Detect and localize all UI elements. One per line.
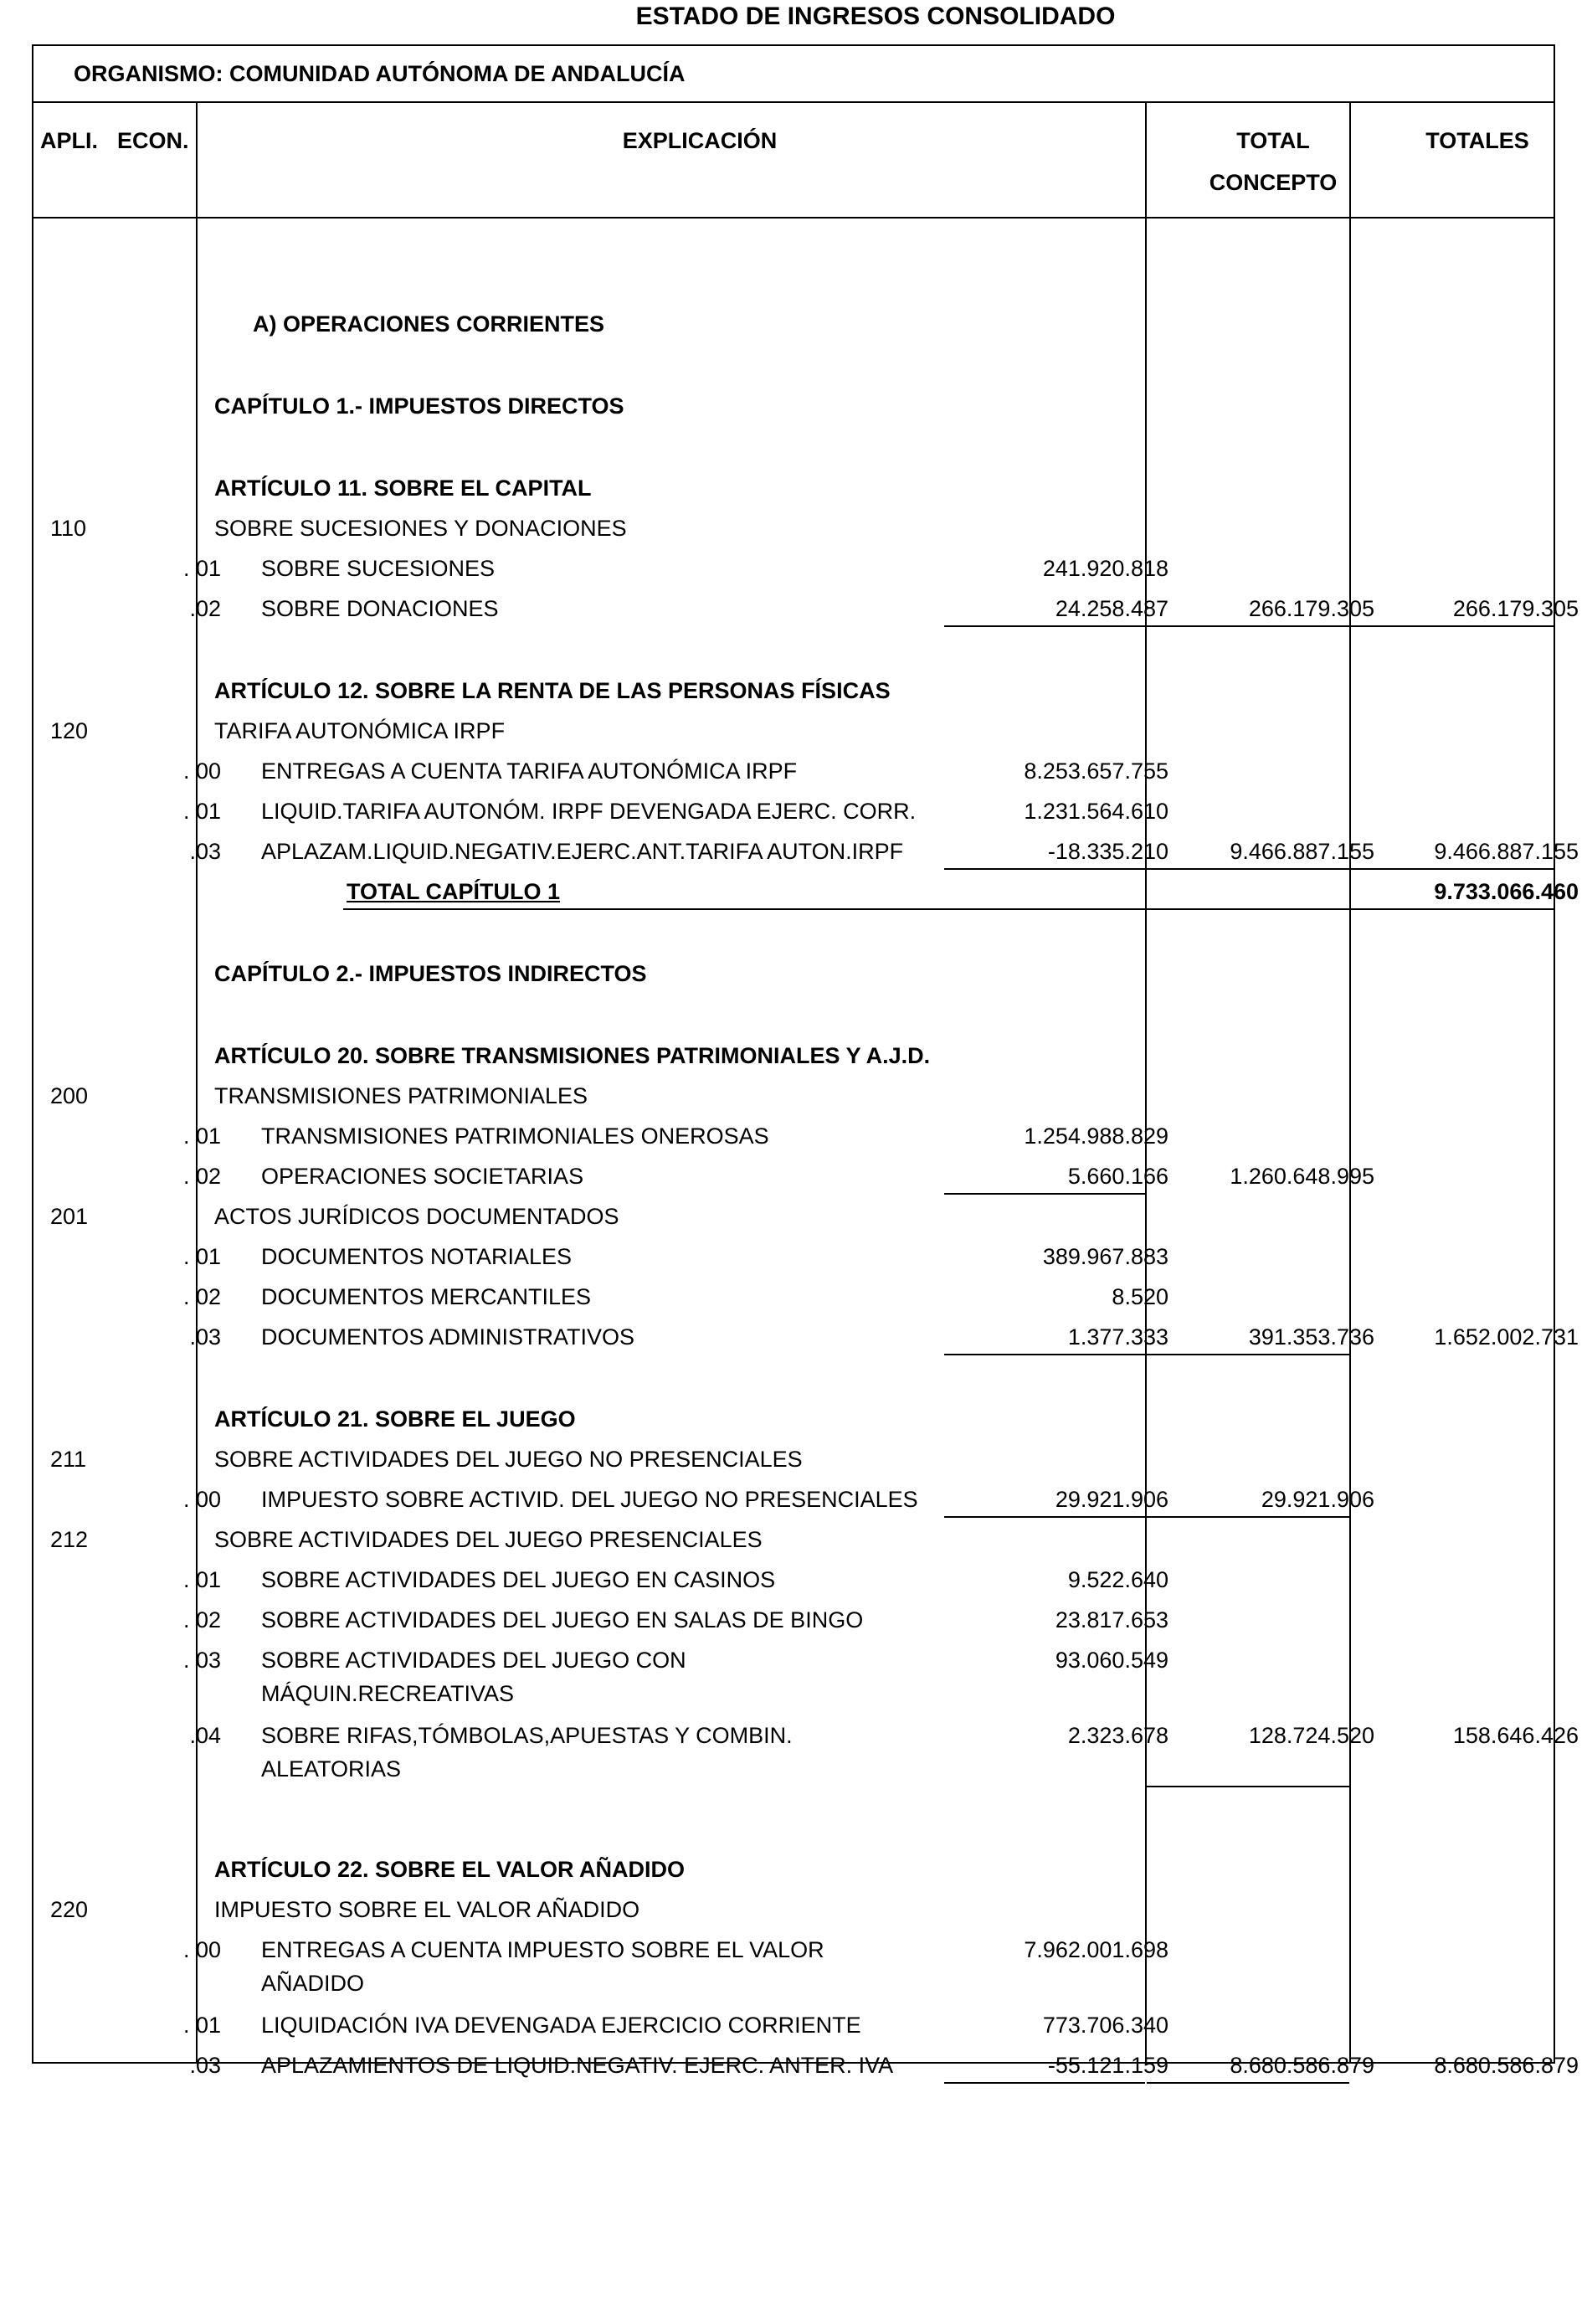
apli-code: 110 — [50, 516, 87, 541]
econ-code: .04 — [189, 1723, 221, 1748]
sum-underline — [1147, 1516, 1349, 1518]
apli-code: 120 — [50, 718, 89, 743]
row-description: SOBRE ACTIVIDADES DEL JUEGO CON — [261, 1648, 686, 1673]
totales-value: 8.680.586.879 — [1434, 2053, 1579, 2078]
amount-value: 389.967.883 — [1042, 1244, 1168, 1269]
sum-underline — [944, 2082, 1145, 2084]
table-row — [33, 1277, 1554, 1317]
amount-value: 1.377.333 — [1067, 1324, 1168, 1350]
table-row — [33, 1715, 1579, 1782]
row-description: TRANSMISIONES PATRIMONIALES ONEROSAS — [261, 1123, 769, 1149]
amount-value: 8.253.657.755 — [1024, 758, 1168, 784]
row-description: SOBRE SUCESIONES Y DONACIONES — [214, 516, 627, 541]
row-description-continued: MÁQUIN.RECREATIVAS — [261, 1681, 515, 1706]
table-row — [33, 1849, 1554, 1890]
sum-underline — [1147, 868, 1349, 870]
total-concepto-value: 266.179.305 — [1248, 596, 1374, 621]
apli-code: 211 — [50, 1447, 87, 1472]
econ-code: .02 — [189, 596, 221, 621]
page-title: ESTADO DE INGRESOS CONSOLIDADO — [635, 3, 1116, 30]
table-row — [33, 508, 1554, 548]
row-description: APLAZAMIENTOS DE LIQUID.NEGATIV. EJERC. ANTER. IVA — [261, 2053, 894, 2078]
row-description: IMPUESTO SOBRE ACTIVID. DEL JUEGO NO PRESENCIALES — [261, 1487, 918, 1512]
sum-underline — [1147, 2082, 1349, 2084]
amount-value: 7.962.001.698 — [1024, 1937, 1168, 1962]
econ-code: . 01 — [182, 1567, 221, 1592]
table-row — [33, 1439, 1554, 1479]
sum-underline — [343, 908, 1555, 910]
sum-underline — [1147, 1786, 1349, 1787]
econ-code: .03 — [189, 839, 221, 864]
apli-code: 200 — [50, 1083, 89, 1108]
apli-code: 212 — [50, 1527, 89, 1552]
total-concepto-value: 128.724.520 — [1248, 1723, 1374, 1748]
table-row — [33, 1317, 1579, 1357]
table-row — [33, 751, 1554, 791]
econ-code: . 02 — [182, 1607, 221, 1632]
total-concepto-value: 8.680.586.879 — [1230, 2053, 1374, 2078]
table-row — [33, 1156, 1554, 1196]
econ-code: . 01 — [182, 1244, 221, 1269]
sum-underline — [1351, 868, 1555, 870]
row-description: CAPÍTULO 2.- IMPUESTOS INDIRECTOS — [214, 961, 647, 986]
table-row — [33, 589, 1579, 629]
row-description: SOBRE ACTIVIDADES DEL JUEGO EN SALAS DE BINGO — [261, 1607, 864, 1632]
table-row — [33, 671, 1554, 711]
table-row — [33, 791, 1554, 831]
sum-underline — [1351, 625, 1555, 627]
econ-code: . 03 — [182, 1648, 221, 1673]
econ-code: . 01 — [182, 1123, 221, 1149]
row-description: ARTÍCULO 22. SOBRE EL VALOR AÑADIDO — [214, 1857, 686, 1882]
row-description: OPERACIONES SOCIETARIAS — [261, 1164, 584, 1189]
econ-code: . 02 — [182, 1284, 221, 1309]
econ-code: . 01 — [182, 799, 221, 824]
header-explicacion: EXPLICACIÓN — [622, 128, 778, 153]
amount-value: 29.921.906 — [1055, 1487, 1168, 1512]
table-row — [33, 1600, 1554, 1640]
row-description-continued: AÑADIDO — [261, 1971, 365, 1996]
row-description: LIQUIDACIÓN IVA DEVENGADA EJERCICIO CORRIENTE — [261, 2013, 861, 2038]
sum-underline — [944, 868, 1145, 870]
amount-value: 1.254.988.829 — [1024, 1123, 1168, 1149]
row-description: CAPÍTULO 1.- IMPUESTOS DIRECTOS — [214, 393, 624, 419]
sum-underline — [944, 625, 1145, 627]
row-description: IMPUESTO SOBRE EL VALOR AÑADIDO — [214, 1897, 640, 1922]
row-description: TARIFA AUTONÓMICA IRPF — [214, 718, 506, 743]
amount-value: 24.258.487 — [1055, 596, 1168, 621]
amount-value: 241.920.818 — [1042, 556, 1168, 581]
apli-code: 201 — [50, 1204, 89, 1229]
table-row — [33, 2045, 1579, 2085]
table-row — [33, 468, 1554, 508]
row-description: A) OPERACIONES CORRIENTES — [253, 311, 605, 337]
total-concepto-value: 29.921.906 — [1261, 1487, 1374, 1512]
table-row — [33, 954, 1554, 994]
table-row — [33, 1237, 1554, 1277]
total-concepto-value: 391.353.736 — [1248, 1324, 1374, 1350]
row-description: ARTÍCULO 11. SOBRE EL CAPITAL — [214, 476, 592, 501]
row-description: ACTOS JURÍDICOS DOCUMENTADOS — [214, 1204, 619, 1229]
row-description: DOCUMENTOS ADMINISTRATIVOS — [261, 1324, 635, 1350]
header-total-concepto-1: TOTAL — [1236, 128, 1310, 153]
amount-value: 5.660.166 — [1067, 1164, 1168, 1189]
table-row — [33, 548, 1554, 589]
row-description: SOBRE RIFAS,TÓMBOLAS,APUESTAS Y COMBIN. — [261, 1723, 793, 1748]
table-row — [33, 2005, 1554, 2045]
table-row — [33, 1196, 1554, 1237]
header-total-concepto-2: CONCEPTO — [1209, 170, 1338, 195]
row-description: APLAZAM.LIQUID.NEGATIV.EJERC.ANT.TARIFA AUTON.IRPF — [261, 839, 904, 864]
sum-underline — [944, 1516, 1145, 1518]
amount-value: 93.060.549 — [1055, 1648, 1168, 1673]
table-row — [33, 1640, 1554, 1706]
table-row — [33, 1399, 1554, 1439]
row-description-continued: ALEATORIAS — [261, 1756, 402, 1782]
table-row — [33, 1076, 1554, 1116]
sum-underline — [944, 1193, 1145, 1195]
row-description: ARTÍCULO 12. SOBRE LA RENTA DE LAS PERSONAS FÍSICAS — [214, 678, 891, 703]
totales-value: 266.179.305 — [1452, 596, 1579, 621]
table-row — [33, 1560, 1554, 1600]
econ-code: . 00 — [182, 1937, 221, 1962]
totales-value: 1.652.002.731 — [1434, 1324, 1579, 1350]
econ-code: . 02 — [182, 1164, 221, 1189]
amount-value: -18.335.210 — [1047, 839, 1168, 864]
table-row — [33, 872, 1579, 912]
totales-value: 158.646.426 — [1452, 1723, 1579, 1748]
row-description: SOBRE ACTIVIDADES DEL JUEGO NO PRESENCIALES — [214, 1447, 803, 1472]
total-concepto-value: 9.466.887.155 — [1230, 839, 1374, 864]
amount-value: 9.522.640 — [1067, 1567, 1168, 1592]
row-description: ENTREGAS A CUENTA IMPUESTO SOBRE EL VALOR — [261, 1937, 824, 1962]
table-row — [33, 304, 1554, 344]
totales-value: 9.466.887.155 — [1434, 839, 1579, 864]
table-row — [33, 1036, 1554, 1076]
econ-code: . 00 — [182, 758, 221, 784]
econ-code: . 01 — [182, 556, 221, 581]
totales-value: 9.733.066.460 — [1434, 879, 1579, 904]
income-statement-table — [32, 44, 1579, 2078]
row-description: DOCUMENTOS NOTARIALES — [261, 1244, 573, 1269]
row-description: SOBRE DONACIONES — [261, 596, 499, 621]
row-description: SOBRE SUCESIONES — [261, 556, 496, 581]
table-row — [33, 1116, 1554, 1156]
row-description: TRANSMISIONES PATRIMONIALES — [214, 1083, 588, 1108]
table-row — [33, 831, 1579, 872]
header-totales: TOTALES — [1425, 128, 1529, 153]
apli-code: 220 — [50, 1897, 89, 1922]
header-econ: ECON. — [117, 128, 189, 153]
organismo-header: ORGANISMO: COMUNIDAD AUTÓNOMA DE ANDALUCÍA — [33, 46, 1554, 103]
total-concepto-value: 1.260.648.995 — [1230, 1164, 1374, 1189]
table-row — [33, 1890, 1554, 1930]
table-row — [33, 386, 1554, 426]
sum-underline — [1147, 1354, 1349, 1355]
row-description: ARTÍCULO 21. SOBRE EL JUEGO — [214, 1406, 576, 1432]
econ-code: . 00 — [182, 1487, 221, 1512]
row-description: ENTREGAS A CUENTA TARIFA AUTONÓMICA IRPF — [261, 758, 798, 784]
table-row — [33, 1479, 1554, 1519]
sum-underline — [1147, 625, 1349, 627]
amount-value: 8.520 — [1112, 1284, 1168, 1309]
row-description: DOCUMENTOS MERCANTILES — [261, 1284, 592, 1309]
amount-value: -55.121.159 — [1047, 2053, 1168, 2078]
row-description: ARTÍCULO 20. SOBRE TRANSMISIONES PATRIMONIALES Y A.J.D. — [214, 1043, 931, 1068]
column-headers — [33, 103, 1554, 219]
table-row — [33, 711, 1554, 751]
amount-value: 1.231.564.610 — [1024, 799, 1168, 824]
table-row — [33, 1519, 1554, 1560]
econ-code: .03 — [189, 2053, 221, 2078]
econ-code: .03 — [189, 1324, 221, 1350]
row-description: SOBRE ACTIVIDADES DEL JUEGO PRESENCIALES — [214, 1527, 763, 1552]
table-row — [33, 1930, 1554, 1996]
amount-value: 773.706.340 — [1042, 2013, 1168, 2038]
row-description: SOBRE ACTIVIDADES DEL JUEGO EN CASINOS — [261, 1567, 776, 1592]
row-description: LIQUID.TARIFA AUTONÓM. IRPF DEVENGADA EJERC. CORR. — [261, 799, 917, 824]
amount-value: 2.323.678 — [1067, 1723, 1168, 1748]
amount-value: 23.817.653 — [1055, 1607, 1168, 1632]
row-description: TOTAL CAPÍTULO 1 — [347, 879, 561, 904]
header-apli: APLI. — [40, 128, 99, 153]
econ-code: . 01 — [182, 2013, 221, 2038]
sum-underline — [944, 1354, 1145, 1355]
